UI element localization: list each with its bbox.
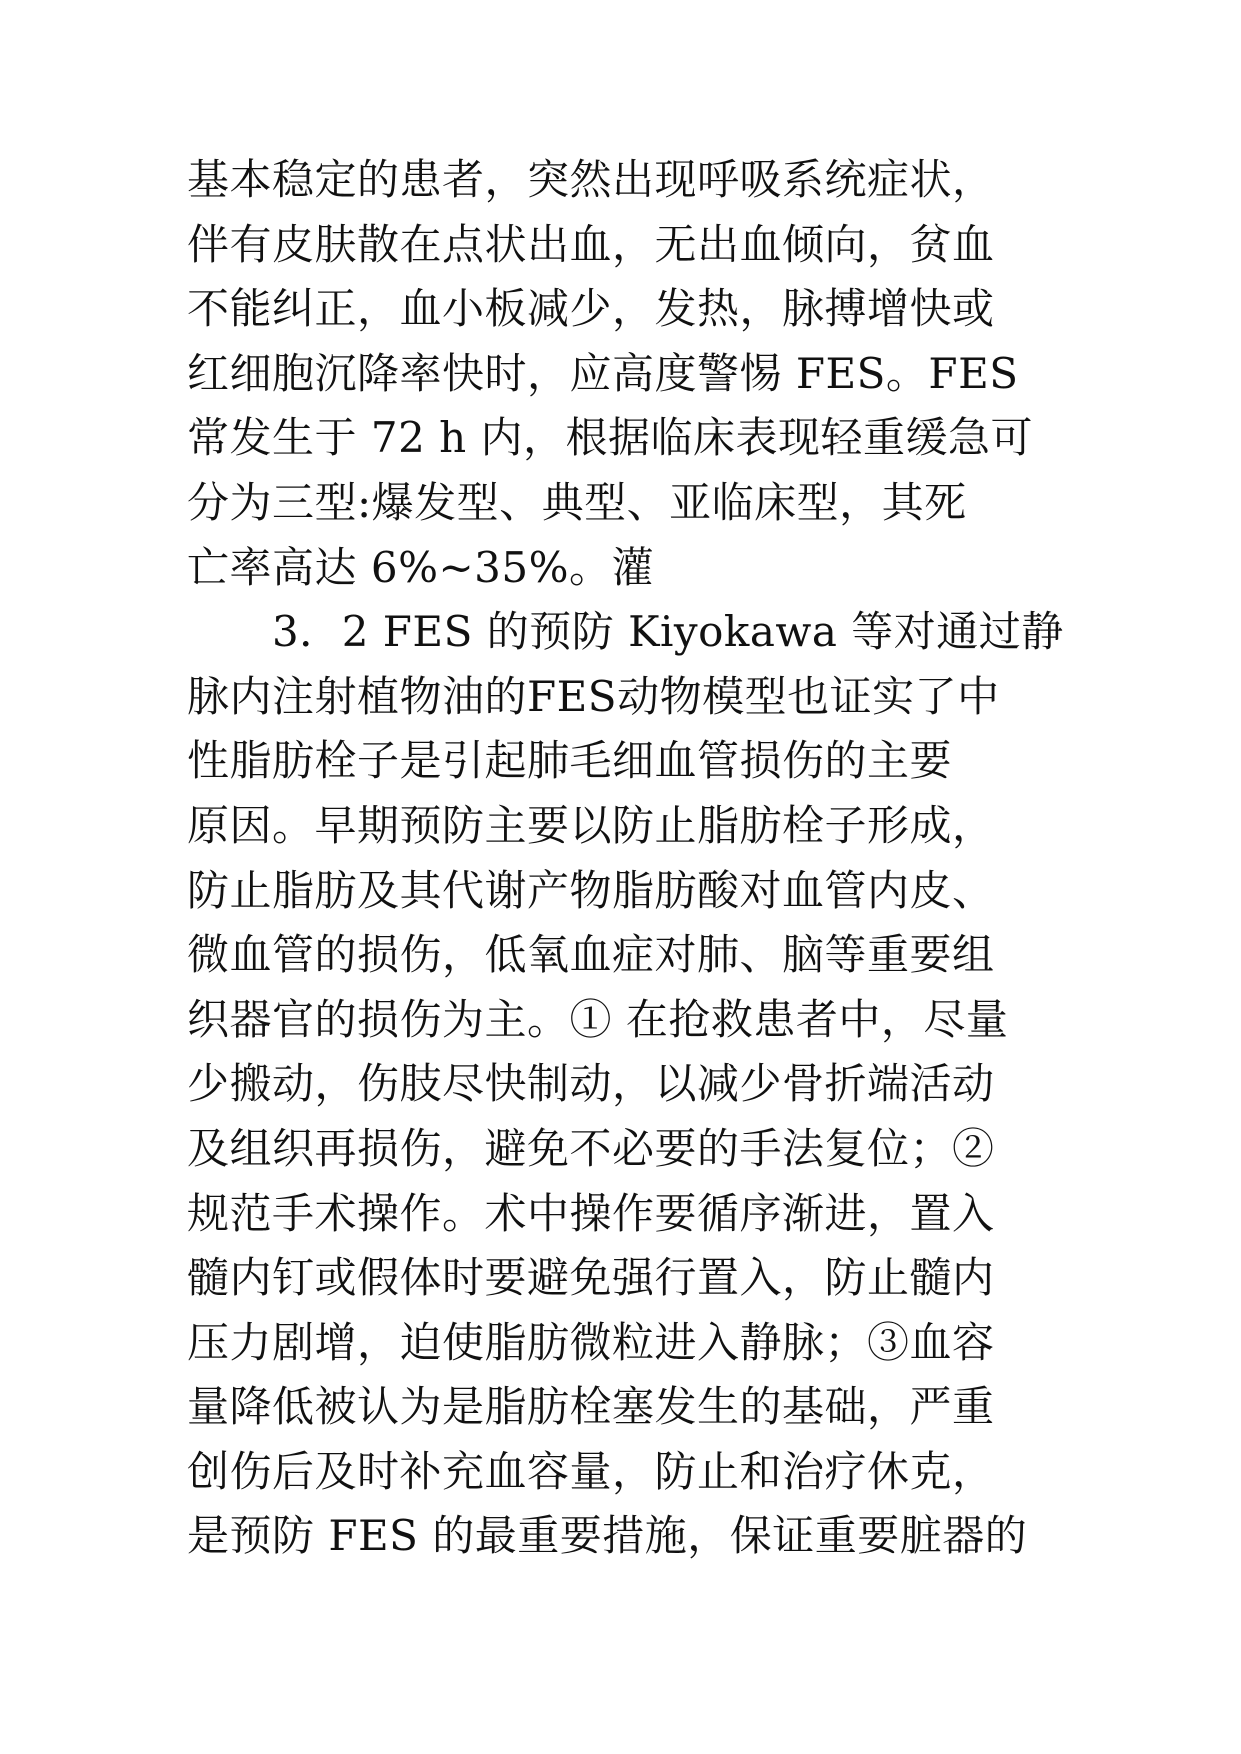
text-line: 常发生于 72 h 内，根据临床表现轻重缓急可 bbox=[187, 413, 1034, 463]
text-line: 分为三型:爆发型、典型、亚临床型，其死 bbox=[187, 477, 967, 527]
text-line: 伴有皮肤散在点状出血，无出血倾向，贫血 bbox=[187, 219, 995, 269]
text-line: 规范手术操作。术中操作要循序渐进，置入 bbox=[187, 1188, 995, 1238]
text-line: 及组织再损伤，避免不必要的手法复位；② bbox=[187, 1123, 995, 1173]
text-line: 原因。早期预防主要以防止脂肪栓子形成， bbox=[187, 800, 995, 850]
text-line: 织器官的损伤为主。① 在抢救患者中，尽量 bbox=[187, 994, 1009, 1044]
text-line: 创伤后及时补充血容量，防止和治疗休克， bbox=[187, 1446, 995, 1496]
section-heading-line: 3．2 FES 的预防 Kiyokawa 等对通过静 bbox=[187, 607, 1064, 657]
text-line: 少搬动，伤肢尽快制动，以减少骨折端活动 bbox=[187, 1059, 995, 1109]
text-line: 基本稳定的患者，突然出现呼吸系统症状， bbox=[187, 155, 995, 204]
text-line: 性脂肪栓子是引起肺毛细血管损伤的主要 bbox=[187, 736, 953, 786]
text-line: 防止脂肪及其代谢产物脂肪酸对血管内皮、 bbox=[187, 865, 995, 915]
body-text bbox=[187, 148, 1087, 1569]
text-line: 亡率高达 6%~35%。灌 bbox=[187, 542, 655, 592]
text-line: 髓内钉或假体时要避免强行置入，防止髓内 bbox=[187, 1253, 995, 1303]
text-line: 是预防 FES 的最重要措施，保证重要脏器的 bbox=[187, 1511, 1028, 1561]
text-line: 不能纠正，血小板减少，发热，脉搏增快或 bbox=[187, 284, 995, 334]
text-line: 量降低被认为是脂肪栓塞发生的基础，严重 bbox=[187, 1382, 995, 1432]
text-line: 红细胞沉降率快时，应高度警惕 FES。FES bbox=[187, 348, 1019, 398]
text-line: 压力剧增，迫使脂肪微粒进入静脉；③血容 bbox=[187, 1317, 995, 1367]
text-line: 脉内注射植物油的FES动物模型也证实了中 bbox=[187, 671, 1000, 721]
text-line: 微血管的损伤，低氧血症对肺、脑等重要组 bbox=[187, 930, 995, 980]
